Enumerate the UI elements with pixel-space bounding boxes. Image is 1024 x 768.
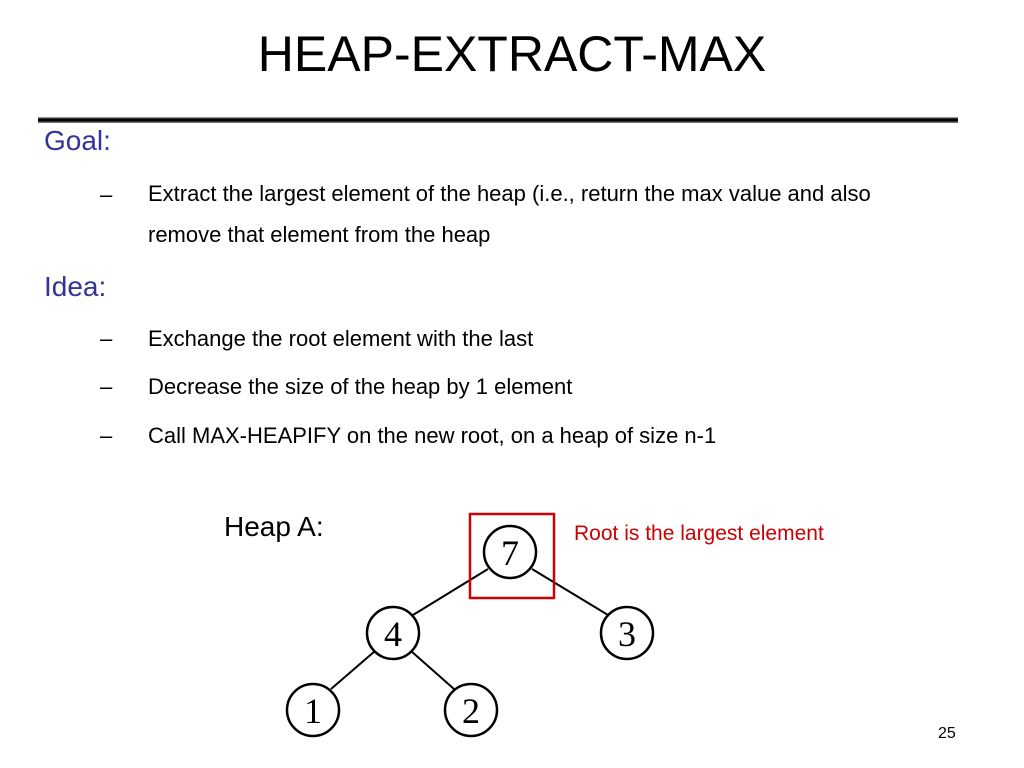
goal-bullet-text: Extract the largest element of the heap (i.e., return the max value and also remove that element from the heap — [148, 181, 871, 247]
goal-bullet-dash: – — [100, 182, 113, 207]
edge-7-3 — [532, 569, 608, 615]
idea-bullet-2-text: Decrease the size of the heap by 1 element — [148, 374, 573, 399]
edge-4-1 — [331, 651, 375, 689]
node-value: 2 — [462, 691, 480, 731]
edge-4-2 — [411, 651, 454, 689]
heap-node-left — [367, 607, 419, 659]
page-number: 25 — [938, 725, 956, 742]
heap-label: Heap A: — [224, 511, 324, 542]
node-value: 7 — [501, 533, 519, 573]
heap-node-left-right — [445, 684, 497, 736]
node-value: 3 — [618, 614, 636, 654]
idea-bullet-3-text: Call MAX-HEAPIFY on the new root, on a heap of size n-1 — [148, 423, 717, 448]
idea-bullet-3-dash: – — [100, 423, 113, 448]
heap-node-root — [484, 526, 536, 578]
idea-bullet-1-text: Exchange the root element with the last — [148, 326, 534, 351]
edge-7-4 — [413, 569, 488, 615]
idea-bullet-2-dash: – — [100, 374, 113, 399]
node-value: 4 — [384, 614, 402, 654]
heap-node-right — [601, 607, 653, 659]
heap-node-left-left — [287, 684, 339, 736]
goal-heading: Goal: — [44, 125, 111, 156]
root-annotation: Root is the largest element — [574, 522, 824, 545]
slide-title: HEAP-EXTRACT-MAX — [257, 26, 767, 82]
node-value: 1 — [304, 691, 322, 731]
idea-bullet-1-dash: – — [100, 326, 113, 351]
idea-heading: Idea: — [44, 271, 107, 302]
